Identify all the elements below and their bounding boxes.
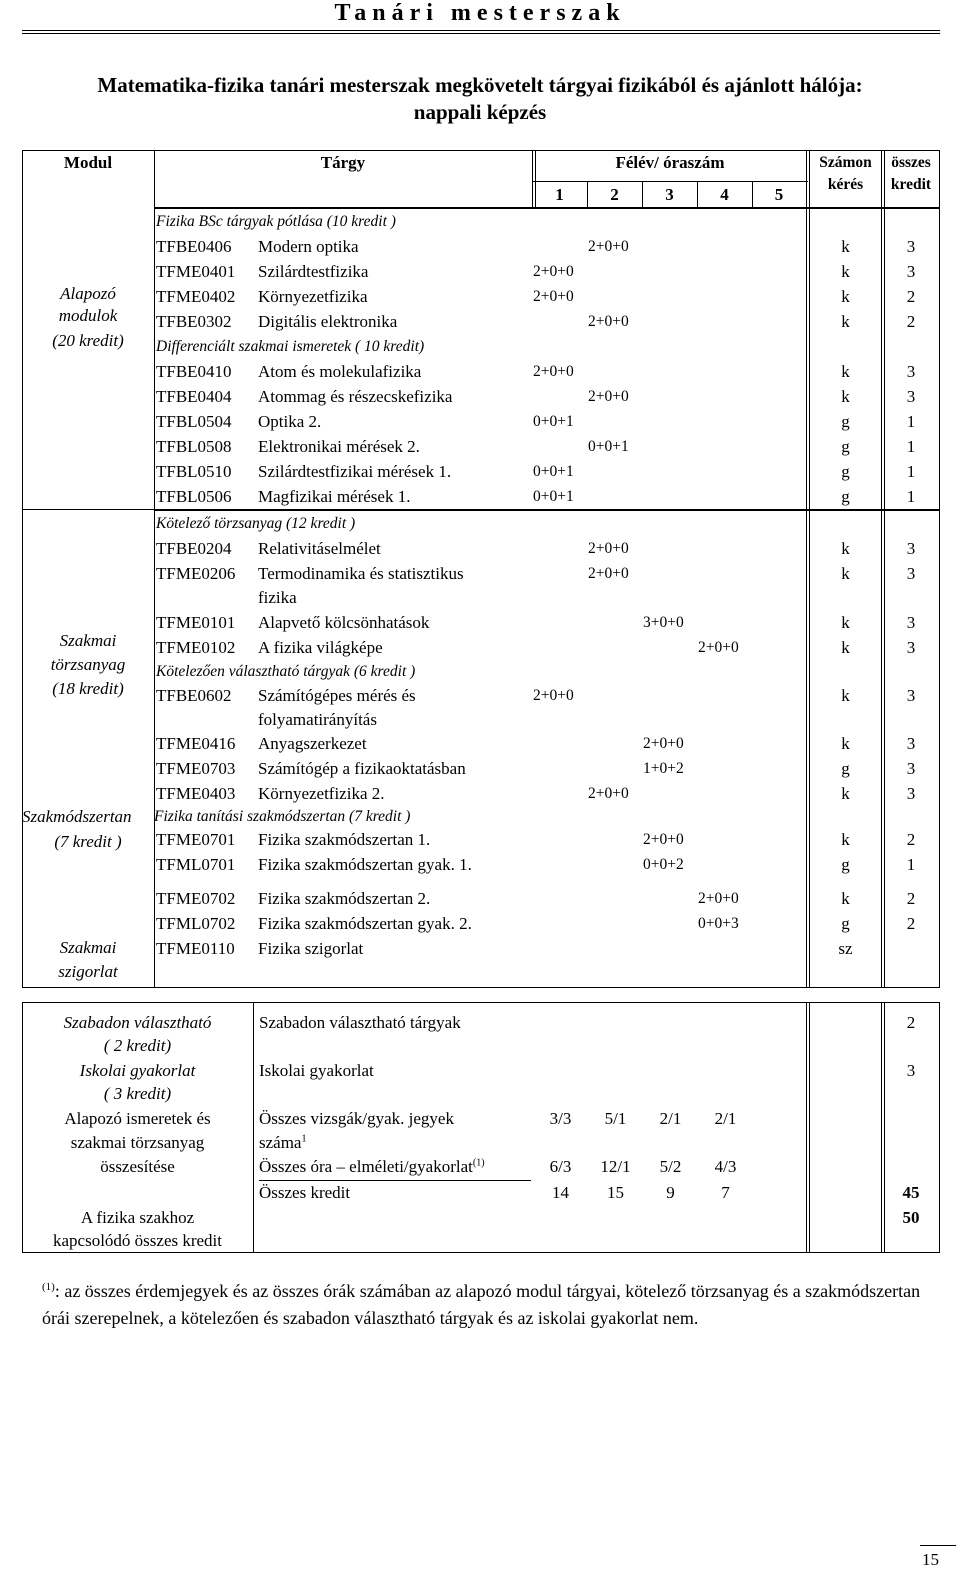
footnote [42,1278,942,1332]
course-code: TFBE0410 [156,362,232,381]
course-code: TFBE0204 [156,539,232,558]
course-credit: 3 [906,237,916,256]
summary-szamonkeres-border [806,1002,810,1252]
course-code: TFME0403 [156,784,236,803]
section-heading: Kötelező törzsanyag (12 kredit ) [156,515,356,532]
course-hours: 0+0+2 [643,856,684,873]
summary-label: Alapozó ismeretek és [64,1109,211,1128]
header-bottom-border [154,207,940,209]
course-name: A fizika világképe [258,638,383,657]
course-name: Optika 2. [258,412,322,431]
course-eval: k [841,734,850,753]
course-eval: k [841,613,850,632]
course-name: Termodinamika és statisztikus [258,564,464,583]
course-code: TFME0703 [156,759,236,778]
course-eval: k [841,686,850,705]
course-name: Atom és molekulafizika [258,362,422,381]
course-eval: k [841,387,850,406]
course-hours: 2+0+0 [588,540,629,557]
course-eval: g [841,437,850,456]
course-code: TFME0102 [156,638,236,657]
course-hours: 2+0+0 [588,238,629,255]
summary-label: Szabadon választható [63,1013,212,1032]
course-code: TFBL0506 [156,487,232,506]
course-eval: k [841,564,850,583]
col-header-felev: Félév/ óraszám [615,153,725,172]
course-hours: 2+0+0 [643,831,684,848]
right-border [939,150,940,987]
course-name: Atommag és részecskefizika [258,387,453,406]
col-header-modul: Modul [63,153,113,172]
summary-text [259,1132,306,1154]
summary-total: 45 [902,1183,920,1202]
summary-text-part: száma [259,1133,302,1152]
course-hours: 2+0+0 [533,288,574,305]
course-name: Anyagszerkezet [258,734,367,753]
module-label: Szakmai [59,938,117,957]
course-credit: 3 [906,564,916,583]
summary-label: A fizika szakhoz [80,1208,195,1227]
course-code: TFME0206 [156,564,236,583]
left-border [22,150,23,987]
summary-text: Összes kredit [259,1183,351,1202]
title-line-1: Matematika-fizika tanári mesterszak megkövetelt tárgyai fizikából és ajánlott hálója: [97,73,863,97]
summary-label: ( 3 kredit) [103,1084,172,1103]
course-name: Szilárdtestfizika [258,262,369,281]
footnote-ref: 1 [301,1133,307,1145]
course-credit: 3 [906,638,916,657]
course-credit: 3 [906,759,916,778]
pagenum-rule [920,1545,956,1546]
course-code: TFBE0302 [156,312,232,331]
col-header-szamonkeres-2: kérés [827,176,864,193]
table-top-border [22,150,940,151]
section-divider [154,509,940,511]
section-heading: Kötelezően választható tárgyak (6 kredit ) [156,663,416,680]
course-credit: 1 [906,437,916,456]
summary-underline [259,1180,531,1181]
module-label: (20 kredit) [52,331,124,350]
summary-value: 15 [607,1183,624,1202]
summary-value: 2/1 [714,1109,737,1128]
course-credit: 3 [906,686,916,705]
course-eval: k [841,287,850,306]
page-number: 15 [922,1550,939,1569]
col-header-osszes-2: kredit [890,176,932,193]
course-eval: k [841,362,850,381]
summary-text: Összes vizsgák/gyak. jegyek [259,1109,454,1128]
course-eval: g [841,462,850,481]
course-code: TFBE0602 [156,686,232,705]
course-eval: k [841,784,850,803]
course-eval: k [841,262,850,281]
course-name: fizika [258,588,297,607]
course-credit: 3 [906,539,916,558]
course-name: Fizika szakmódszertan gyak. 1. [258,855,472,874]
course-name: Fizika szakmódszertan gyak. 2. [258,914,472,933]
summary-value: 9 [666,1183,675,1202]
course-hours: 0+0+1 [533,488,574,505]
course-hours: 2+0+0 [588,313,629,330]
summary-value: 6/3 [549,1157,572,1176]
course-name: Fizika szakmódszertan 2. [258,889,431,908]
semester-header: 5 [774,185,784,204]
module-label: Szakmai [59,631,117,650]
course-code: TFME0701 [156,830,236,849]
course-code: TFBE0404 [156,387,232,406]
course-hours: 2+0+0 [588,565,629,582]
course-eval: k [841,889,850,908]
summary-text: Szabadon választható tárgyak [259,1013,461,1032]
section-heading: Fizika BSc tárgyak pótlása (10 kredit ) [156,213,396,230]
course-hours: 2+0+0 [588,785,629,802]
header-rule [22,33,940,34]
summary-label: Iskolai gyakorlat [79,1061,196,1080]
modul-column-border [154,150,155,987]
course-name: Fizika szigorlat [258,939,364,958]
course-name: Fizika szakmódszertan 1. [258,830,431,849]
footnote-marker: (1) [42,1281,55,1293]
summary-right-border [939,1002,940,1252]
course-name: Számítógépes mérés és [258,686,416,705]
course-eval: g [841,487,850,506]
course-hours: 2+0+0 [698,639,739,656]
course-eval: k [841,638,850,657]
course-hours: 3+0+0 [643,614,684,631]
course-credit: 2 [906,287,916,306]
section-heading: Fizika tanítási szakmódszertan (7 kredit ) [154,808,411,825]
course-code: TFBL0508 [156,437,232,456]
course-eval: g [841,914,850,933]
course-code: TFME0702 [156,889,236,908]
module-label: törzsanyag [50,655,126,674]
semester-header: 4 [720,185,729,204]
summary-value: 7 [721,1183,730,1202]
course-eval: g [841,855,850,874]
course-name: Környezetfizika [258,287,368,306]
course-hours: 2+0+0 [533,263,574,280]
course-eval: g [841,412,850,431]
course-name: folyamatirányítás [258,710,377,729]
course-code: TFME0110 [156,939,235,958]
course-credit: 1 [906,487,916,506]
module-divider [22,509,154,510]
course-credit: 2 [906,312,916,331]
course-credit: 3 [906,613,916,632]
summary-label: ( 2 kredit) [103,1036,172,1055]
table-bottom-border [22,987,940,988]
course-name: Számítógép a fizikaoktatásban [258,759,466,778]
summary-bottom-border [22,1252,940,1253]
course-credit: 2 [906,889,916,908]
course-code: TFME0401 [156,262,236,281]
course-eval: k [841,539,850,558]
col-header-targy: Tárgy [320,153,366,172]
course-hours: 0+0+3 [698,915,739,932]
semester-header: 1 [555,185,564,204]
course-credit: 1 [906,412,916,431]
summary-total: 50 [902,1208,920,1227]
course-eval: k [841,830,850,849]
course-code: TFME0416 [156,734,236,753]
course-hours: 2+0+0 [698,890,739,907]
course-credit: 1 [906,855,916,874]
summary-label: kapcsolódó összes kredit [52,1231,223,1250]
summary-value: 5/2 [659,1157,682,1176]
course-code: TFBE0406 [156,237,232,256]
footnote-text: : az összes érdemjegyek és az összes órák számában az alapozó modul tárgyai, kötelező törzsanyag és a szakmódszertan órái szerepelnek, a kötelezően és szabadon választható tárgyak és az iskolai gyakorlat nem. [42,1281,921,1328]
page-title [0,72,960,126]
course-credit: 2 [906,914,916,933]
title-line-2: nappali képzés [413,100,547,124]
summary-text: Iskolai gyakorlat [259,1061,374,1080]
summary-label: összesítése [100,1157,175,1176]
course-code: TFML0701 [156,855,236,874]
summary-label: szakmai törzsanyag [70,1133,205,1152]
col-header-szamonkeres-1: Számon [819,154,872,171]
course-code: TFBL0510 [156,462,232,481]
module-label: modulok [58,306,118,325]
course-credit: 3 [906,734,916,753]
module-label: (7 kredit ) [54,832,122,851]
course-eval: k [841,312,850,331]
semester-header: 3 [665,185,674,204]
summary-value: 3/3 [549,1109,572,1128]
section-heading: Differenciált szakmai ismeretek ( 10 kredit) [156,338,425,355]
course-hours: 2+0+0 [533,363,574,380]
course-hours: 0+0+1 [588,438,629,455]
summary-value: 4/3 [714,1157,737,1176]
summary-text-part: Összes óra – elméleti/gyakorlat [259,1157,473,1176]
course-name: Szilárdtestfizikai mérések 1. [258,462,452,481]
semester-header: 2 [610,185,619,204]
summary-text [259,1156,485,1178]
course-hours: 2+0+0 [643,735,684,752]
course-hours: 0+0+1 [533,413,574,430]
semester-header-rule [532,181,808,182]
course-hours: 0+0+1 [533,463,574,480]
summary-value: 12/1 [600,1157,631,1176]
summary-value: 14 [552,1183,569,1202]
module-label: Alapozó [60,284,116,303]
course-eval: g [841,759,850,778]
course-code: TFML0702 [156,914,236,933]
course-hours: 2+0+0 [533,687,574,704]
course-name: Digitális elektronika [258,312,398,331]
course-credit: 3 [906,784,916,803]
course-credit: 2 [906,830,916,849]
course-code: TFBL0504 [156,412,232,431]
summary-value: 2/1 [659,1109,682,1128]
course-name: Modern optika [258,237,359,256]
header-rule [22,30,940,31]
summary-credit: 3 [906,1061,916,1080]
course-name: Környezetfizika 2. [258,784,385,803]
course-name: Magfizikai mérések 1. [258,487,411,506]
footnote-ref: (1) [472,1157,485,1169]
course-name: Relativitáselmélet [258,539,381,558]
course-name: Elektronikai mérések 2. [258,437,420,456]
module-label: (18 kredit) [52,679,124,698]
summary-label-border [253,1002,254,1252]
summary-top-border [22,1002,940,1003]
course-hours: 2+0+0 [588,388,629,405]
module-label: Szakmódszertan [22,807,132,826]
course-credit: 3 [906,362,916,381]
course-credit: 3 [906,387,916,406]
summary-value: 5/1 [604,1109,627,1128]
col-header-osszes-1: összes [891,154,931,171]
course-code: TFME0402 [156,287,236,306]
course-name: Alapvető kölcsönhatások [258,613,430,632]
course-code: TFME0101 [156,613,236,632]
course-eval: sz [838,939,853,958]
course-credit: 3 [906,262,916,281]
course-credit: 1 [906,462,916,481]
page-header: Tanári mesterszak [334,0,626,26]
module-label: szigorlat [58,962,118,981]
summary-credit: 2 [906,1013,916,1032]
course-eval: k [841,237,850,256]
course-hours: 1+0+2 [643,760,684,777]
